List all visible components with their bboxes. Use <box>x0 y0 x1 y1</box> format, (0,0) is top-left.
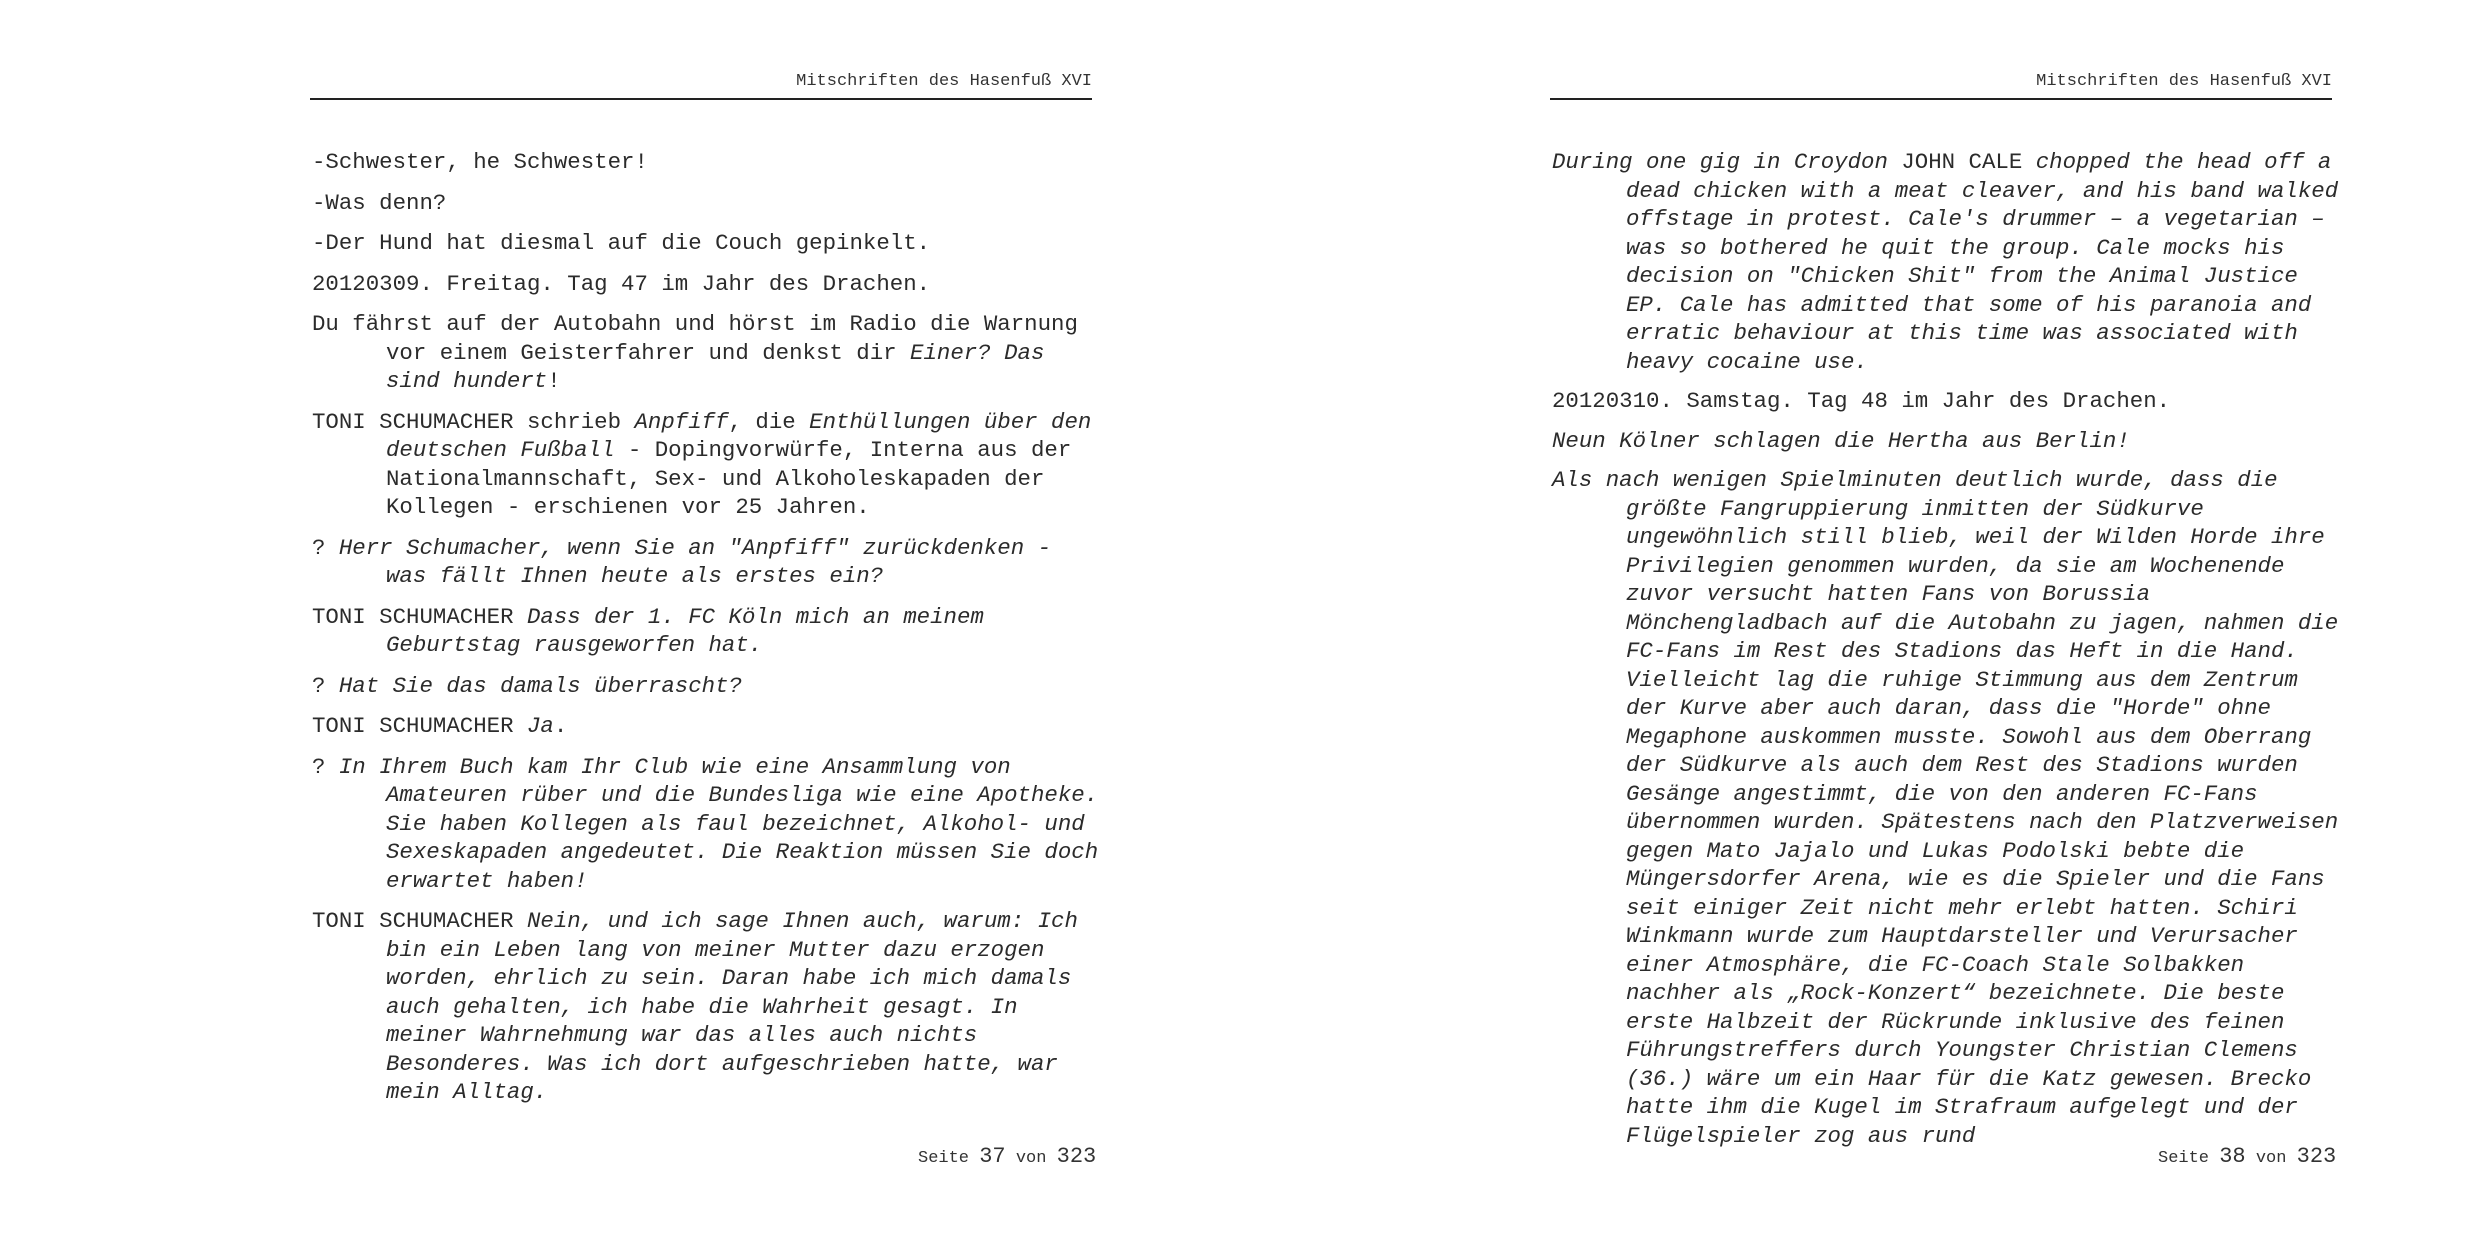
interview-answer <box>312 712 1102 741</box>
text-run: TONI SCHUMACHER <box>312 713 527 739</box>
text-run: ? <box>312 672 339 699</box>
folio-total: 323 <box>1056 1144 1097 1169</box>
paragraph: Als nach wenigen Spielminuten deutlich wurde, dass die größte Fangruppierung inmitten der Südkurve ungewöhnlich still blieb, weil der Wilden Horde ihre Privilegien genommen wurden, da sie am Wochenende zuvor versucht hatten Fans von Borussia Mönchengladbach auf die Autobahn zu jagen, nahmen die FC-Fans im Rest des Stadions das Heft in die Hand. Vielleicht lag die ruhige Stimmung aus dem Zentrum der Kurve aber auch daran, dass die "Horde" ohne Megaphone auskommen musste. Sowohl aus dem Oberrang der Südkurve als auch dem Rest des Stadions wurden Gesänge angestimmt, die von den anderen FC-Fans übernommen wurden. Spätestens nach den Platzverweisen gegen Mato Jajalo und Lukas Podolski bebte die Müngersdorfer Arena, wie es die Spieler und die Fans seit einiger Zeit nicht mehr erlebt hatten. Schiri Winkmann wurde zum Hauptdarsteller und Verursacher einer Atmosphäre, die FC-Coach Stale Solbakken nachher als „Rock-Konzert“ bezeichnete. Die beste erste Halbzeit der Rückrunde inklusive des feinen Führungstreffers durch Youngster Christian Clemens (36.) wäre um ein Haar für die Katz gewesen. Brecko hatte ihm die Kugel im Strafraum aufgelegt und der Flügelspieler zog aus rund <box>1552 467 2339 1149</box>
text-run: TONI SCHUMACHER schrieb <box>312 408 635 435</box>
interview-answer <box>312 603 1102 660</box>
dialogue-line: -Der Hund hat diesmal auf die Couch gepinkelt. <box>312 230 931 256</box>
page-body <box>1552 148 2342 1161</box>
text-run: TONI SCHUMACHER <box>312 603 527 630</box>
folio-number: 38 <box>2219 1144 2246 1169</box>
text-run-italic: In Ihrem Buch kam Ihr Club wie eine Ansammlung von Amateuren rüber und die Bundesliga wie eine Apotheke. Sie haben Kollegen als faul bezeichnet, Alkohol- und Sexeskapaden angedeutet. Die Reaktion müssen Sie doch erwartet haben! <box>338 753 1099 894</box>
text-run-italic: Herr Schumacher, wenn Sie an "Anpfiff" zurückdenken - was fällt Ihnen heute als erstes ein? <box>338 534 1052 589</box>
interview-answer <box>312 907 1102 1107</box>
folio-middle: von <box>1015 1149 1047 1168</box>
date-entry: 20120309. Freitag. Tag 47 im Jahr des Drachen. <box>312 270 931 297</box>
text-run-italic: chopped the head off a dead chicken with a meat cleaver, and his band walked offstage in protest. Cale's drummer – a vegetarian – was so bothered he quit the group. Cale mocks his decision on "Chicken Shit" from the Animal Justice EP. Cale has admitted that some of his paranoia and erratic behaviour at this time was associated with heavy cocaine use. <box>1626 149 2339 375</box>
text-run-italic: During one gig in Croydon <box>1552 149 1902 175</box>
text-run: ! <box>547 368 561 394</box>
date-entry: 20120310. Samstag. Tag 48 im Jahr des Drachen. <box>1552 388 2171 414</box>
paragraph <box>312 408 1102 522</box>
interview-question <box>312 672 1102 701</box>
text-run-italic: Anpfiff <box>634 408 729 435</box>
text-run: ? <box>312 753 339 780</box>
text-run: ? <box>312 534 339 561</box>
right-page <box>1240 0 2480 1240</box>
folio-middle: von <box>2255 1149 2287 1168</box>
page-number <box>2158 1144 2336 1169</box>
text-run-italic: Ja <box>527 713 554 739</box>
text-run-italic: Dass der 1. FC Köln mich an meinem Geburtstag rausgeworfen hat. <box>386 603 984 658</box>
text-run: - Dopingvorwürfe, Interna aus der Nationalmannschaft, Sex- und Alkoholeskapaden der Kollegen - erschienen vor 25 Jahren. <box>386 437 1072 520</box>
text-run: TONI SCHUMACHER <box>312 908 527 934</box>
text-run: . <box>553 713 568 739</box>
text-run-italic: Enthüllungen über den deutschen Fußball <box>386 408 1092 463</box>
dialogue-line: -Schwester, he Schwester! <box>312 149 648 175</box>
page-number <box>918 1144 1096 1169</box>
text-run-italic: Einer? Das sind hundert <box>386 339 1045 394</box>
running-head: Mitschriften des Hasenfuß XVI <box>310 72 1092 100</box>
interview-question <box>312 753 1102 896</box>
paragraph <box>312 310 1102 396</box>
text-run: , die <box>728 408 810 435</box>
text-run-italic: Hat Sie das damals überrascht? <box>338 672 742 699</box>
folio-prefix: Seite <box>918 1149 970 1168</box>
interview-question <box>312 534 1102 591</box>
headline: Neun Kölner schlagen die Hertha aus Berlin! <box>1552 427 2130 454</box>
paragraph <box>1552 148 2342 376</box>
text-run: Du fährst auf der Autobahn und hörst im Radio die Warnung vor einem Geisterfahrer und denkst dir <box>312 311 1078 366</box>
page-body <box>312 148 1102 1119</box>
folio-number: 37 <box>979 1144 1006 1169</box>
text-run-italic: Nein, und ich sage Ihnen auch, warum: Ich bin ein Leben lang von meiner Mutter dazu erzogen worden, ehrlich zu sein. Daran habe ich mich damals auch gehalten, ich habe die Wahrheit gesagt. In meiner Wahrnehmung war das alles auch nichts Besonderes. Was ich dort aufgeschrieben hatte, war mein Alltag. <box>386 908 1078 1105</box>
dialogue-line: -Was denn? <box>312 189 447 216</box>
folio-prefix: Seite <box>2158 1149 2210 1168</box>
running-head: Mitschriften des Hasenfuß XVI <box>1550 72 2332 100</box>
text-run: JOHN CALE <box>1901 149 2023 175</box>
folio-total: 323 <box>2296 1144 2337 1169</box>
